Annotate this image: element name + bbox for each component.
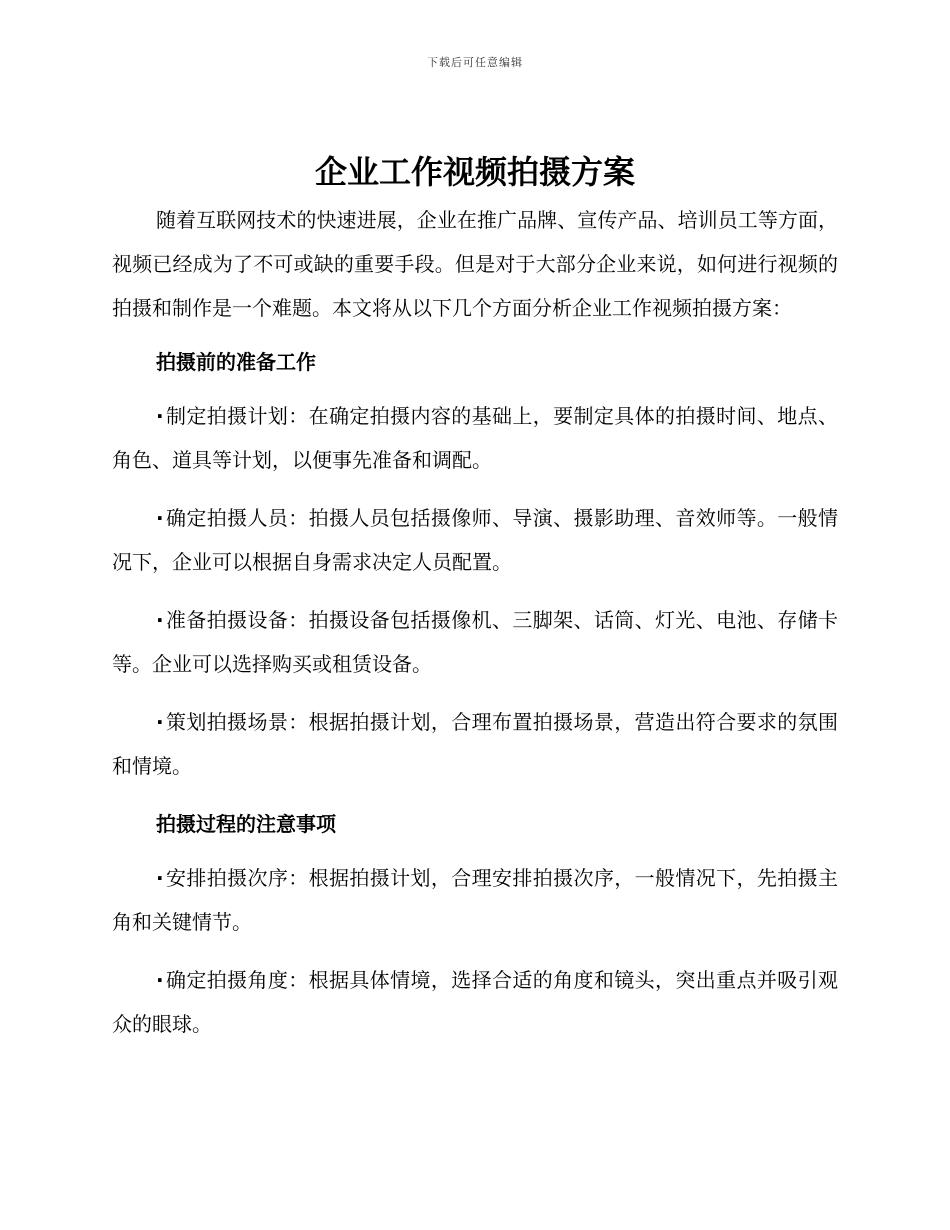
intro-paragraph: 随着互联网技术的快速进展，企业在推广品牌、宣传产品、培训员工等方面，视频已经成为了不可或缺的重要手段。但是对于大部分企业来说，如何进行视频的拍摄和制作是一个难题。本文将从以下几个方面分析企业工作视频拍摄方案： <box>112 208 838 320</box>
bullet-icon: · <box>156 608 164 632</box>
list-item-text: 准备拍摄设备：拍摄设备包括摄像机、三脚架、话筒、灯光、电池、存储卡等。企业可以选择购买或租赁设备。 <box>112 608 838 676</box>
list-item-text: 确定拍摄角度：根据具体情境，选择合适的角度和镜头，突出重点并吸引观众的眼球。 <box>112 968 838 1036</box>
list-item <box>112 496 838 584</box>
bullet-icon: · <box>156 404 164 428</box>
list-item <box>112 598 838 686</box>
section-heading: 拍摄前的准备工作 <box>156 350 316 374</box>
bullet-icon: · <box>156 506 164 530</box>
list-item-text: 确定拍摄人员：拍摄人员包括摄像师、导演、摄影助理、音效师等。一般情况下，企业可以根据自身需求决定人员配置。 <box>112 506 838 574</box>
bullet-icon: · <box>156 866 164 890</box>
section-shooting-notes <box>112 802 838 1046</box>
bullet-icon: · <box>156 968 164 992</box>
document-body <box>112 198 838 1060</box>
list-item-text: 策划拍摄场景：根据拍摄计划，合理布置拍摄场景，营造出符合要求的氛围和情境。 <box>112 710 838 778</box>
list-item <box>112 856 838 944</box>
list-item <box>112 394 838 482</box>
header-note: 下载后可任意编辑 <box>427 56 523 69</box>
list-item-text: 安排拍摄次序：根据拍摄计划，合理安排拍摄次序，一般情况下，先拍摄主角和关键情节。 <box>112 866 838 934</box>
list-item <box>112 958 838 1046</box>
section-preparation <box>112 340 838 788</box>
list-item-text: 制定拍摄计划：在确定拍摄内容的基础上，要制定具体的拍摄时间、地点、角色、道具等计划，以便事先准备和调配。 <box>112 404 838 472</box>
list-item <box>112 700 838 788</box>
section-heading: 拍摄过程的注意事项 <box>156 812 336 836</box>
document-title: 企业工作视频拍摄方案 <box>314 153 635 191</box>
bullet-icon: · <box>156 710 164 734</box>
